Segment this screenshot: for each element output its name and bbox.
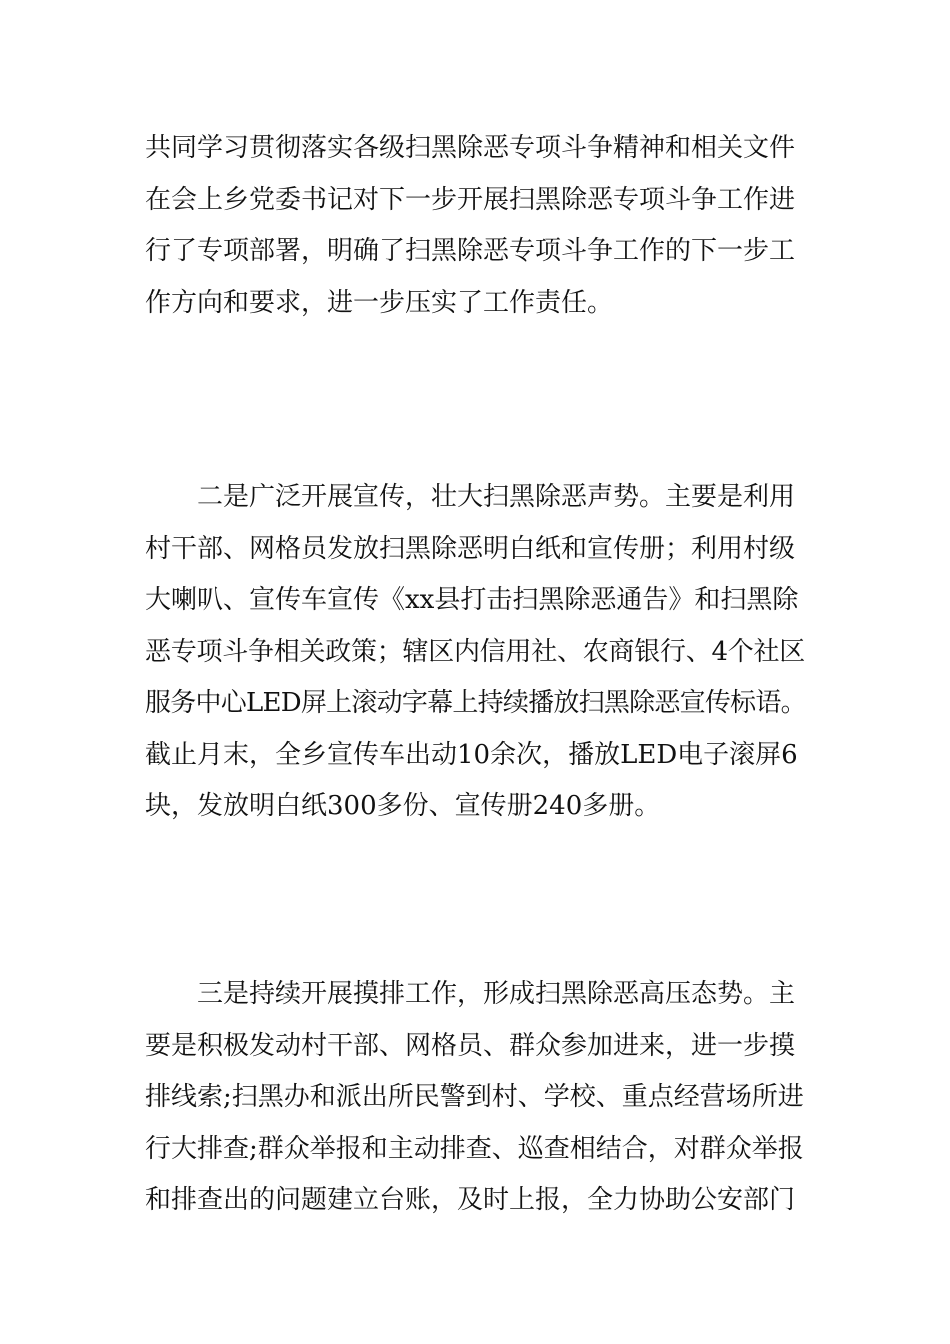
text-line: 在会上乡党委书记对下一步开展扫黑除恶专项斗争工作进 — [145, 184, 796, 215]
paragraph-investigation — [145, 969, 810, 1227]
text-line: 行了专项部署，明确了扫黑除恶专项斗争工作的下一步工 — [145, 236, 796, 266]
text-line: 共同学习贯彻落实各级扫黑除恶专项斗争精神和相关文件 — [145, 133, 796, 163]
text-line: 村干部、网格员发放扫黑除恶明白纸和宣传册；利用村级 — [145, 533, 796, 564]
paragraph-publicity — [145, 472, 810, 833]
paragraph-meeting-deployment — [145, 123, 810, 329]
text-line: 作方向和要求，进一步压实了工作责任。 — [145, 287, 614, 318]
text-line: 大喇叭、宣传车宣传《xx县打击扫黑除恶通告》和扫黑除 — [145, 585, 799, 615]
text-line: 截止月末，全乡宣传车出动10余次，播放LED电子滚屏6 — [145, 739, 798, 770]
text-line: 三是持续开展摸排工作，形成扫黑除恶高压态势。主 — [197, 979, 796, 1009]
text-line: 排线索;扫黑办和派出所民警到村、学校、重点经营场所进 — [145, 1082, 804, 1112]
text-line: 块，发放明白纸300多份、宣传册240多册。 — [145, 791, 661, 821]
text-line: 二是广泛开展宣传，壮大扫黑除恶声势。主要是利用 — [197, 482, 796, 512]
text-line: 恶专项斗争相关政策；辖区内信用社、农商银行、4个社区 — [145, 636, 806, 667]
text-line: 和排查出的问题建立台账，及时上报，全力协助公安部门 — [145, 1185, 796, 1215]
text-line: 行大排查;群众举报和主动排查、巡查相结合，对群众举报 — [145, 1133, 804, 1164]
text-line: 要是积极发动村干部、网格员、群众参加进来，进一步摸 — [145, 1030, 796, 1061]
text-line: 服务中心LED屏上滚动字幕上持续播放扫黑除恶宣传标语。 — [145, 688, 806, 718]
